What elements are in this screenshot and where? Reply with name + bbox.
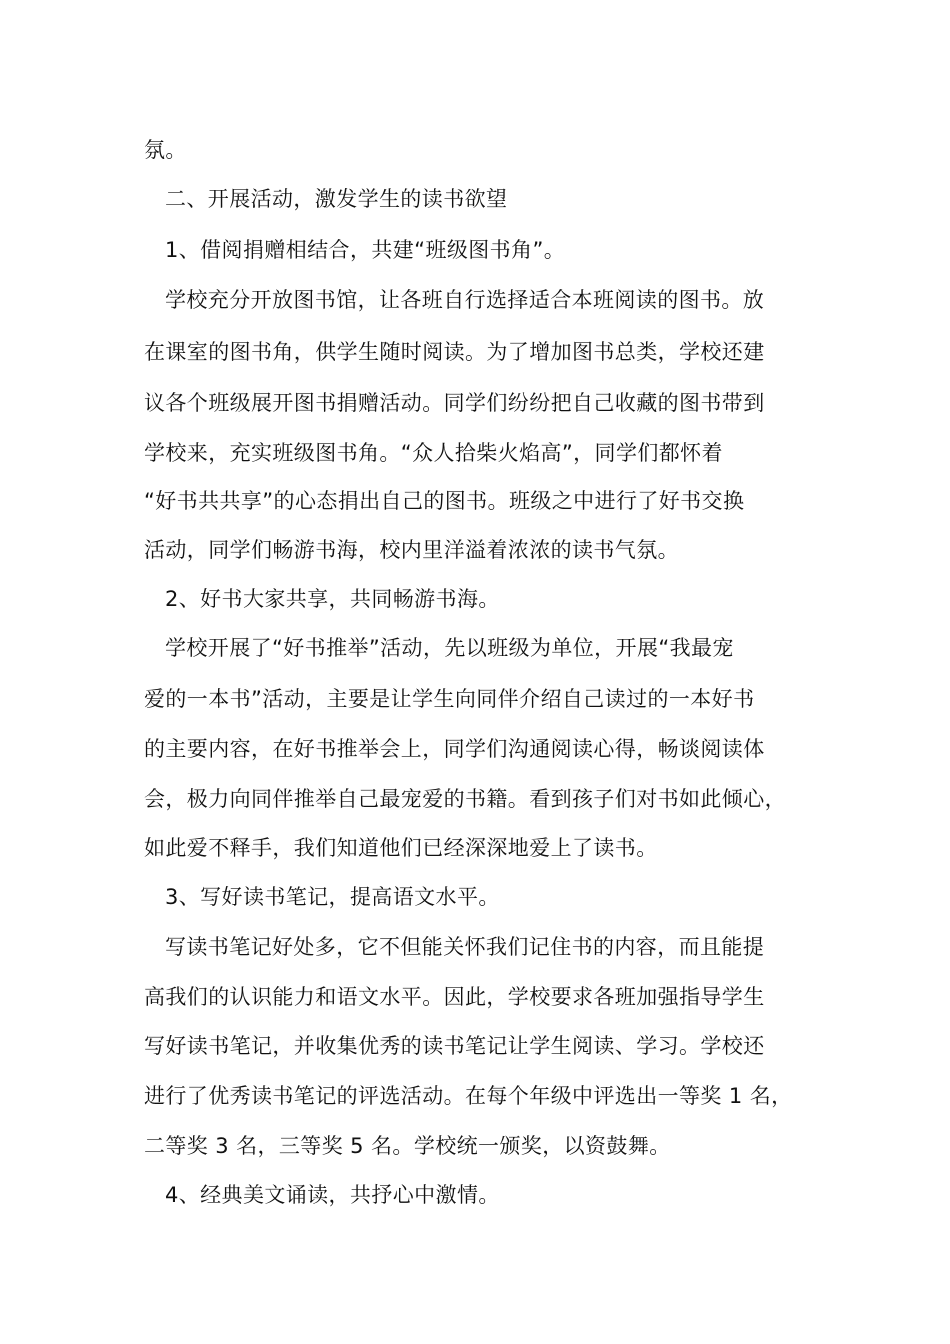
paragraph-line: 的主要内容，在好书推举会上，同学们沟通阅读心得，畅谈阅读体 <box>144 737 765 761</box>
subsection-heading: 2、好书大家共享，共同畅游书海。 <box>165 587 500 611</box>
paragraph-line: 学校充分开放图书馆，让各班自行选择适合本班阅读的图书。放 <box>165 288 765 312</box>
section-heading: 二、开展活动，激发学生的读书欲望 <box>165 187 508 211</box>
paragraph-line: 活动，同学们畅游书海，校内里洋溢着浓浓的读书气氛。 <box>144 538 679 562</box>
paragraph-line: 写读书笔记好处多，它不但能关怀我们记住书的内容，而且能提 <box>165 935 765 959</box>
paragraph-line: 议各个班级展开图书捐赠活动。同学们纷纷把自己收藏的图书带到 <box>144 391 765 415</box>
paragraph-line: 写好读书笔记，并收集优秀的读书笔记让学生阅读、学习。学校还 <box>144 1034 765 1058</box>
paragraph-line: 高我们的认识能力和语文水平。因此，学校要求各班加强指导学生 <box>144 985 765 1009</box>
paragraph-line: “好书共共享”的心态捐出自己的图书。班级之中进行了好书交换 <box>144 489 745 513</box>
paragraph-line: 二等奖 3 名，三等奖 5 名。学校统一颁奖，以资鼓舞。 <box>144 1134 671 1158</box>
paragraph-line: 氛。 <box>144 138 187 162</box>
paragraph-line: 进行了优秀读书笔记的评选活动。在每个年级中评选出一等奖 1 名， <box>144 1084 793 1108</box>
subsection-heading: 3、写好读书笔记，提高语文水平。 <box>165 885 500 909</box>
paragraph-line: 学校开展了“好书推举”活动，先以班级为单位，开展“我最宠 <box>165 636 734 660</box>
subsection-heading: 4、经典美文诵读，共抒心中激情。 <box>165 1183 500 1207</box>
paragraph-line: 会，极力向同伴推举自己最宠爱的书籍。看到孩子们对书如此倾心， <box>144 787 786 811</box>
paragraph-line: 在课室的图书角，供学生随时阅读。为了增加图书总类，学校还建 <box>144 340 765 364</box>
paragraph-line: 如此爱不释手，我们知道他们已经深深地爱上了读书。 <box>144 836 658 860</box>
paragraph-line: 爱的一本书”活动，主要是让学生向同伴介绍自己读过的一本好书 <box>144 687 755 711</box>
subsection-heading: 1、借阅捐赠相结合，共建“班级图书角”。 <box>165 238 566 262</box>
paragraph-line: 学校来，充实班级图书角。“众人拾柴火焰高”，同学们都怀着 <box>144 441 723 465</box>
